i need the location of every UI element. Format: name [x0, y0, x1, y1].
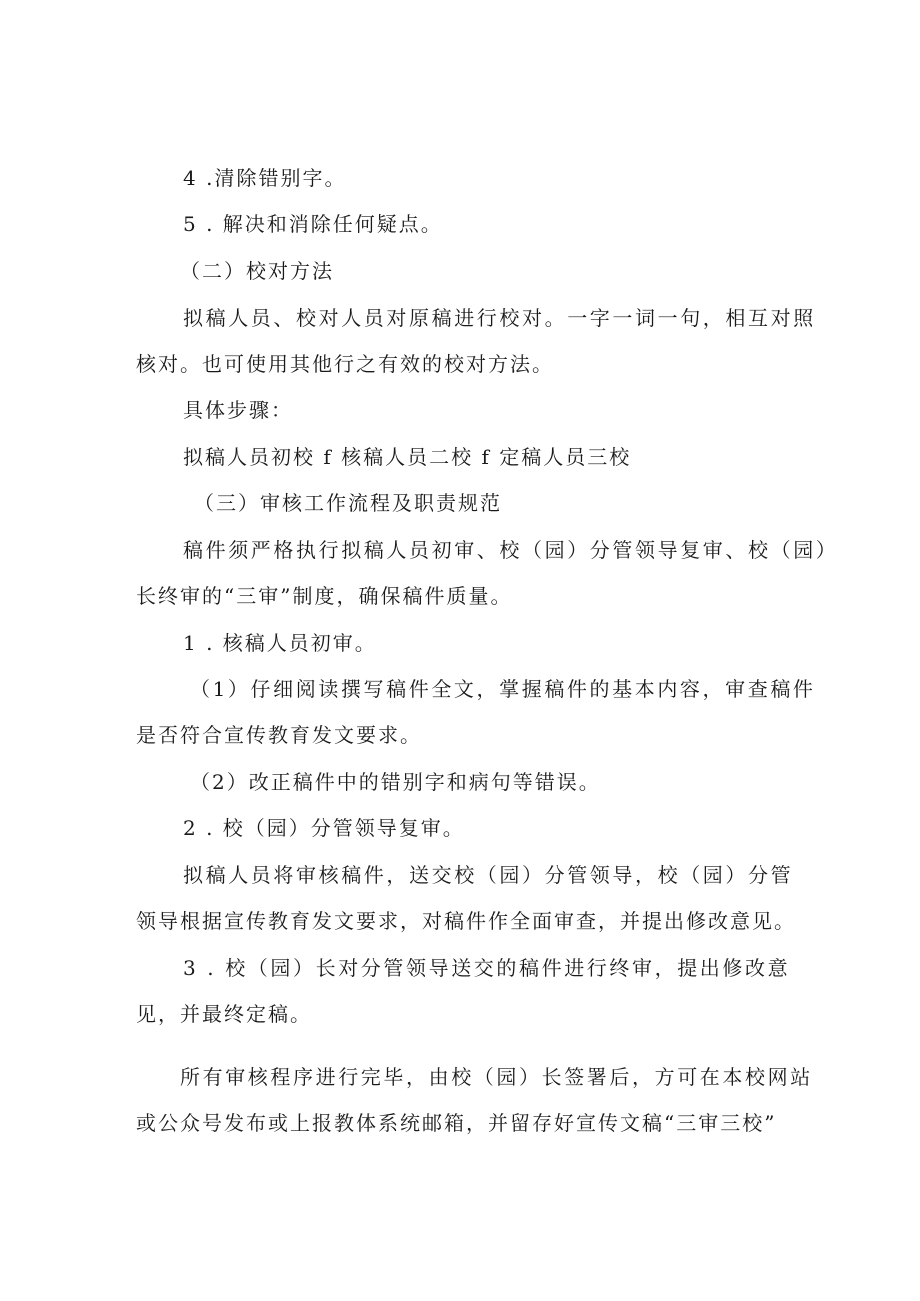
- paragraph-line: 见，并最终定稿。: [136, 1002, 312, 1026]
- paragraph-line: 领导根据宣传教育发文要求，对稿件作全面审查，并提出修改意见。: [136, 909, 796, 933]
- paragraph-line: 稿件须严格执行拟稿人员初审、校（园）分管领导复审、校（园）: [183, 538, 839, 562]
- paragraph-line: 所有审核程序进行完毕，由校（园）长签署后，方可在本校网站: [180, 1065, 813, 1089]
- paragraph-line: （1）仔细阅读撰写稿件全文，掌握稿件的基本内容，审查稿件: [190, 677, 816, 701]
- paragraph-line: （2）改正稿件中的错别字和病句等错误。: [190, 770, 601, 794]
- paragraph-line: 或公众号发布或上报教体系统邮箱，并留存好宣传文稿“三审三校”: [136, 1111, 777, 1135]
- section-heading-2: （二）校对方法: [180, 259, 334, 283]
- list-item-5: 5 . 解决和消除任何疑点。: [183, 212, 443, 236]
- paragraph-line: 核对。也可使用其他行之有效的校对方法。: [136, 352, 554, 376]
- paragraph-line: 拟稿人员初校 f 核稿人员二校 f 定稿人员三校: [183, 445, 632, 469]
- paragraph-line: 具体步骤：: [183, 398, 293, 422]
- list-item-2: 2 . 校（园）分管领导复审。: [183, 816, 465, 840]
- paragraph-line: 长终审的“三审”制度，确保稿件质量。: [136, 584, 513, 608]
- paragraph-line: 是否符合宣传教育发文要求。: [136, 723, 422, 747]
- paragraph-line: 拟稿人员、校对人员对原稿进行校对。一字一词一句，相互对照: [183, 306, 816, 330]
- section-heading-3: （三）审核工作流程及职责规范: [194, 491, 502, 515]
- list-item-3: 3 . 校（园）长对分管领导送交的稿件进行终审，提出修改意: [183, 956, 791, 980]
- list-item-1: 1 . 核稿人员初审。: [183, 631, 377, 655]
- paragraph-line: 拟稿人员将审核稿件，送交校（园）分管领导，校（园）分管: [183, 863, 794, 887]
- list-item-4: 4 .清除错别字。: [183, 166, 347, 190]
